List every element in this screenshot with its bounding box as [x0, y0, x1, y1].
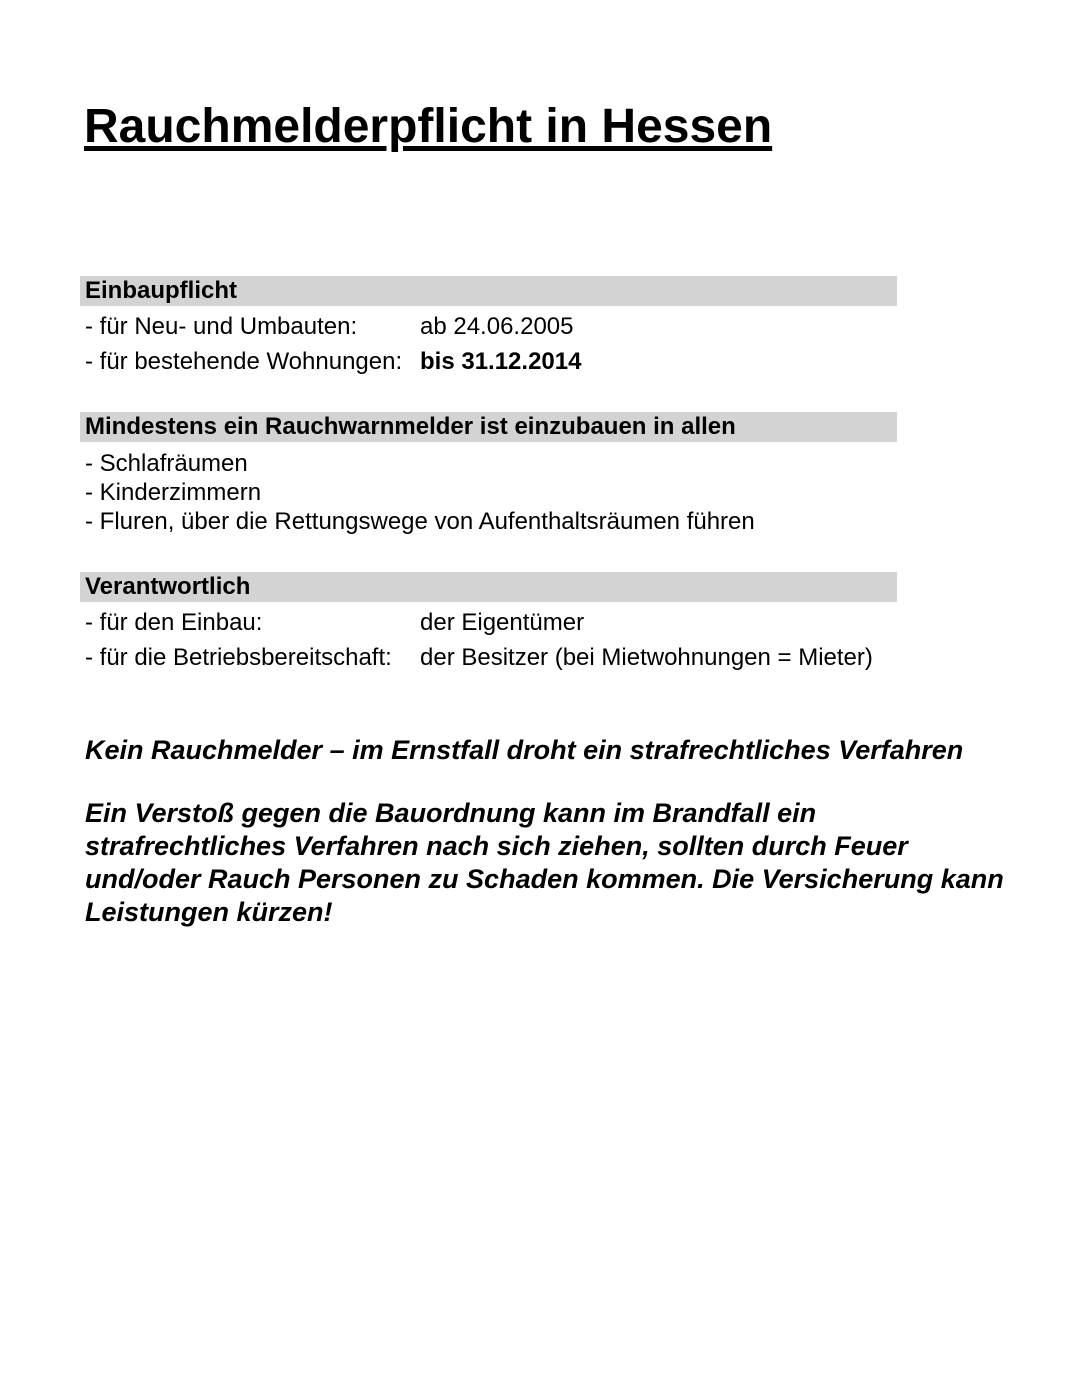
- title-block: [80, 98, 1000, 156]
- kv-value: der Eigentümer: [420, 608, 585, 636]
- section-header-einbaupflicht: Einbaupflicht: [80, 276, 897, 306]
- list-item-schlafraeume: - Schlafräumen: [85, 449, 248, 477]
- list-item-fluren: - Fluren, über die Rettungswege von Aufenthaltsräumen führen: [85, 507, 755, 535]
- kv-row-neubauten: [80, 313, 1000, 341]
- kv-value: ab 24.06.2005: [420, 312, 574, 340]
- section-rauchwarnmelder-raeume: [80, 412, 1000, 536]
- warnings-block: [80, 734, 1004, 929]
- kv-row-einbau: [80, 609, 1000, 637]
- kv-label: - für Neu- und Umbauten:: [85, 312, 358, 340]
- warning-paragraph-violation: Ein Verstoß gegen die Bauordnung kann im Brandfall ein strafrechtliches Verfahren nach sich ziehen, sollten durch Feuer und/oder Rauch Personen zu Schaden kommen. Die Versicherung kann Leistungen kürzen!: [85, 797, 1004, 927]
- kv-value: der Besitzer (bei Mietwohnungen = Mieter): [420, 643, 873, 671]
- list-item-kinderzimmer: - Kinderzimmern: [85, 478, 262, 506]
- kv-row-bestehende-wohnungen: [80, 348, 1000, 376]
- section-header-verantwortlich: Verantwortlich: [80, 572, 897, 602]
- kv-row-betriebsbereitschaft: [80, 644, 1000, 672]
- kv-label: - für bestehende Wohnungen:: [85, 347, 403, 375]
- section-header-rauchwarnmelder: Mindestens ein Rauchwarnmelder ist einzubauen in allen: [80, 412, 897, 442]
- warning-paragraph-no-detector: Kein Rauchmelder – im Ernstfall droht ein strafrechtliches Verfahren: [85, 734, 964, 765]
- kv-value: bis 31.12.2014: [420, 347, 582, 375]
- section-verantwortlich: [80, 572, 1000, 672]
- kv-label: - für die Betriebsbereitschaft:: [85, 643, 392, 671]
- page-title: Rauchmelderpflicht in Hessen: [84, 100, 773, 153]
- section-einbaupflicht: [80, 276, 1000, 376]
- kv-label: - für den Einbau:: [85, 608, 263, 636]
